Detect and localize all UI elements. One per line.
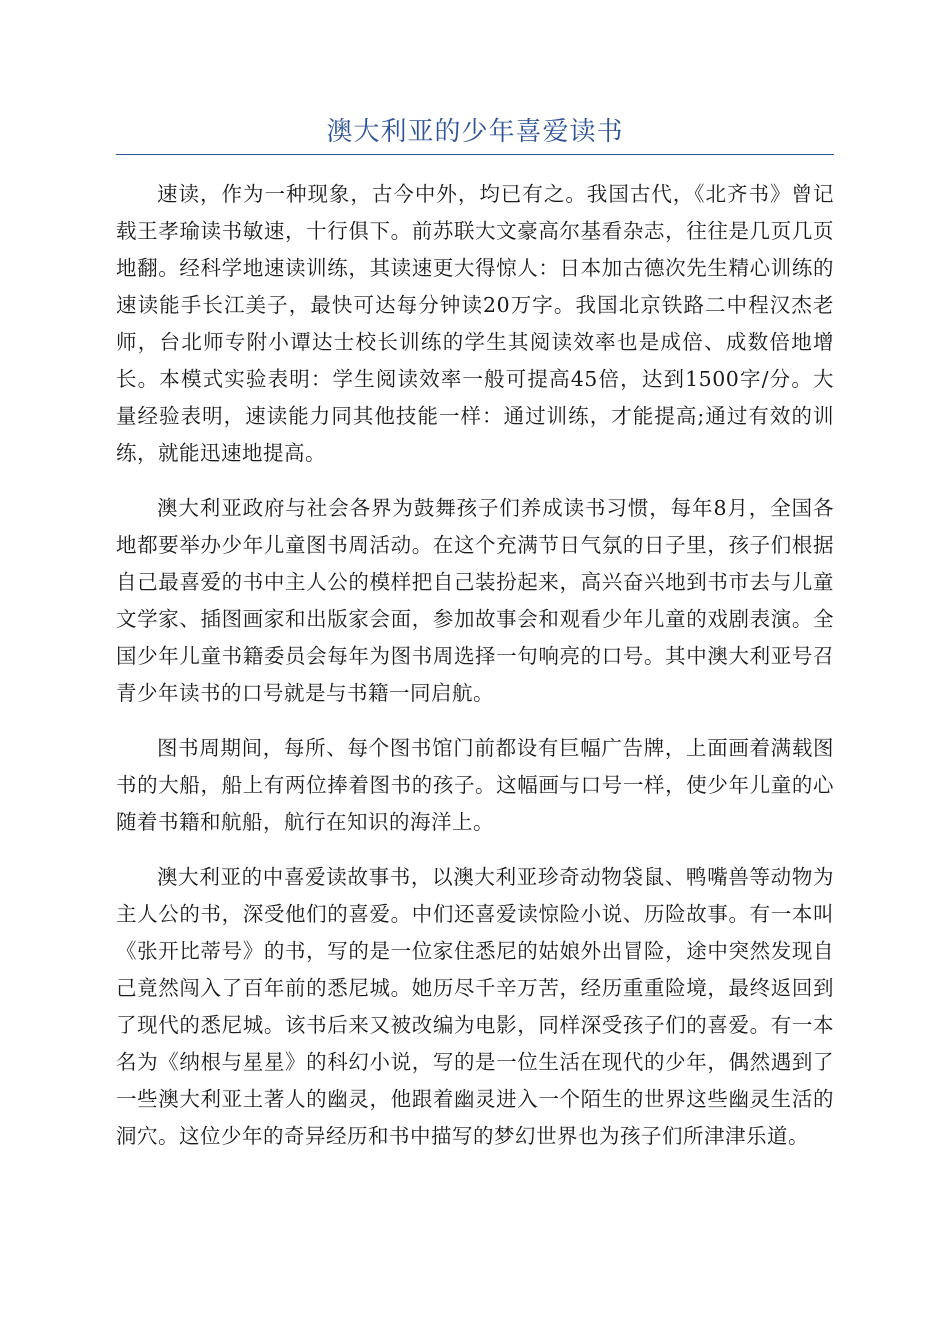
article-body: [116, 176, 834, 1173]
title-underline: [116, 154, 834, 155]
paragraph-book-week: 澳大利亚政府与社会各界为鼓舞孩子们养成读书习惯，每年8月，全国各地都要举办少年儿童图书周活动。在这个充满节日气氛的日子里，孩子们根据自己最喜爱的书中主人公的模样把自己装扮起来，高兴奋兴地到书市去与儿童文学家、插图画家和出版家会面，参加故事会和观看少年儿童的戏剧表演。全国少年儿童书籍委员会每年为图书周选择一句响亮的口号。其中澳大利亚号召青少年读书的口号就是与书籍一同启航。: [116, 496, 834, 705]
paragraph-speed-reading: 速读，作为一种现象，古今中外，均已有之。我国古代，《北齐书》曾记载王孝瑜读书敏速，十行俱下。前苏联大文豪高尔基看杂志，往往是几页几页地翻。经科学地速读训练，其读速更大得惊人：日本加古德次先生精心训练的速读能手长江美子，最快可达每分钟读20万字。我国北京铁路二中程汉杰老师，台北师专附小谭达士校长训练的学生其阅读效率也是成倍、成数倍地增长。本模式实验表明：学生阅读效率一般可提高45倍，达到1500字/分。大量经验表明，速读能力同其他技能一样：通过训练，才能提高;通过有效的训练，就能迅速地提高。: [116, 182, 834, 465]
paragraph-library-posters: 图书周期间，每所、每个图书馆门前都设有巨幅广告牌，上面画着满载图书的大船，船上有两位捧着图书的孩子。这幅画与口号一样，使少年儿童的心随着书籍和航船，航行在知识的海洋上。: [116, 736, 834, 834]
page-title: 澳大利亚的少年喜爱读书: [326, 117, 624, 147]
paragraph-favorite-books: 澳大利亚的中喜爱读故事书，以澳大利亚珍奇动物袋鼠、鸭嘴兽等动物为主人公的书，深受他们的喜爱。中们还喜爱读惊险小说、历险故事。有一本叫《张开比蒂号》的书，写的是一位家住悉尼的姑娘外出冒险，途中突然发现自己竟然闯入了百年前的悉尼城。她历尽千辛万苦，经历重重险境，最终返回到了现代的悉尼城。该书后来又被改编为电影，同样深受孩子们的喜爱。有一本名为《纳根与星星》的科幻小说，写的是一位生活在现代的少年，偶然遇到了一些澳大利亚土著人的幽灵，他跟着幽灵进入一个陌生的世界这些幽灵生活的洞穴。这位少年的奇异经历和书中描写的梦幻世界也为孩子们所津津乐道。: [116, 865, 834, 1148]
